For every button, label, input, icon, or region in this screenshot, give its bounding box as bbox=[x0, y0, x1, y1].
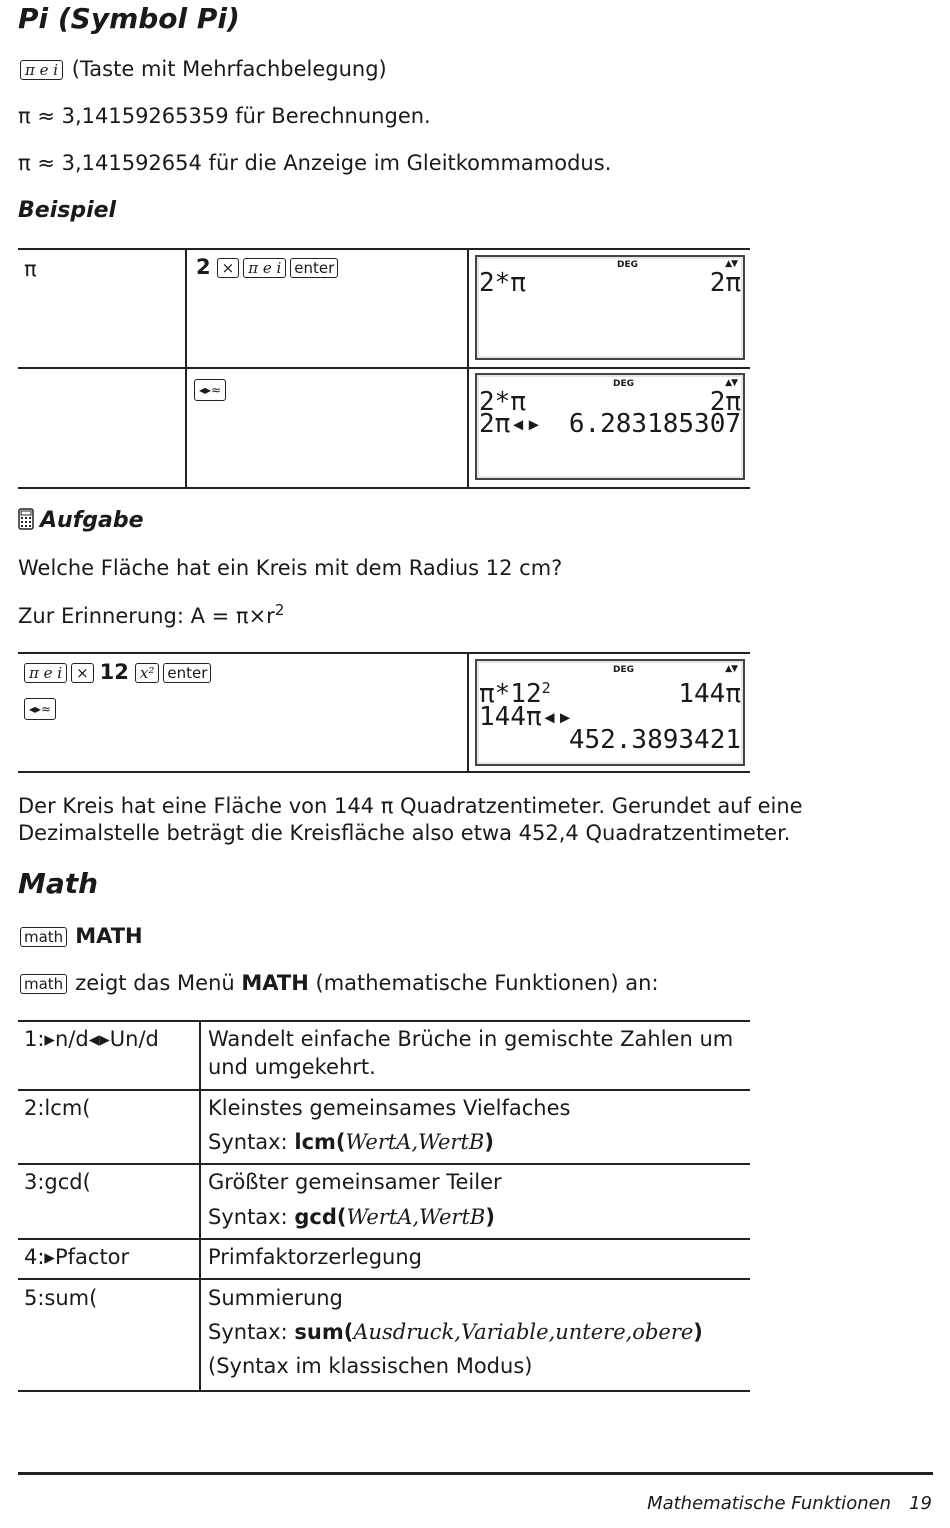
section-title-pi: Pi (Symbol Pi) bbox=[18, 2, 240, 35]
calculator-screen-2 bbox=[475, 373, 745, 480]
menu-item-1-desc: Wandelt einfache Brüche in gemischte Zahlen um bbox=[208, 1027, 734, 1051]
scroll-arrows-icon: ▲▼ bbox=[725, 664, 737, 674]
task-heading bbox=[18, 507, 830, 536]
reminder-exponent: 2 bbox=[274, 601, 285, 619]
task-label: Aufgabe bbox=[40, 508, 144, 533]
screen-line2-input: 2π◂▸ bbox=[479, 409, 542, 439]
scroll-arrows-icon: ▲▼ bbox=[725, 259, 737, 269]
enter-key-icon: enter bbox=[290, 258, 338, 278]
menu-item-2: 2:lcm( bbox=[24, 1096, 91, 1120]
menu-item-2-syntax: Syntax: lcm(WertA,WertB) bbox=[208, 1130, 494, 1154]
footer-chapter: Mathematische Funktionen bbox=[647, 1493, 892, 1514]
mode-indicator: DEG bbox=[617, 260, 639, 270]
key-2: 2 bbox=[196, 255, 211, 280]
math-menu-name: MATH bbox=[75, 924, 143, 948]
times-key-icon: × bbox=[217, 258, 240, 278]
page-footer bbox=[647, 1492, 932, 1515]
screen-result: 2π bbox=[709, 268, 741, 298]
reminder-text: Zur Erinnerung: A = π×r bbox=[18, 604, 275, 628]
menu-item-1-desc-cont: und umgekehrt. bbox=[208, 1055, 376, 1079]
mode-indicator: DEG bbox=[613, 665, 635, 675]
section-title-math: Math bbox=[18, 867, 99, 900]
task-reminder bbox=[18, 601, 830, 630]
footer-divider bbox=[18, 1472, 933, 1475]
convert-key-icon: ◂▸≈ bbox=[24, 698, 56, 720]
example-row1-keys bbox=[192, 254, 340, 282]
menu-item-3-syntax: Syntax: gcd(WertA,WertB) bbox=[208, 1205, 495, 1229]
menu-item-2-desc: Kleinstes gemeinsames Vielfaches bbox=[208, 1096, 571, 1120]
example-row2-keys bbox=[192, 376, 228, 403]
math-key-icon: math bbox=[20, 974, 67, 994]
page-number: 19 bbox=[909, 1493, 932, 1514]
calculator-screen-3 bbox=[475, 659, 745, 766]
scroll-arrows-icon: ▲▼ bbox=[725, 378, 737, 388]
conclusion-text: Der Kreis hat eine Fläche von 144 π Quadratzentimeter. Gerundet auf eine Dezimalstelle beträgt die Kreisfläche also etwa 452,4 Quadratzentimeter. bbox=[18, 794, 803, 846]
convert-key-icon: ◂▸≈ bbox=[194, 379, 226, 401]
screen-line1-input: 2*π bbox=[479, 387, 526, 417]
screen-line1-result: 144π bbox=[678, 679, 741, 709]
menu-item-5: 5:sum( bbox=[24, 1286, 98, 1310]
example-label: Beispiel bbox=[18, 198, 117, 223]
menu-item-3: 3:gcd( bbox=[24, 1170, 91, 1194]
screen-line1-input: $\pi*12^2$ bbox=[479, 679, 551, 709]
calculator-screen-1 bbox=[475, 255, 745, 360]
task-keys-line1 bbox=[22, 659, 213, 687]
math-description: math zeigt das Menü MATH (mathematische Funktionen) an: bbox=[18, 970, 830, 997]
screen-input: 2*π bbox=[479, 268, 526, 298]
pi-key-icon: π e i bbox=[20, 60, 63, 80]
menu-item-5-note: (Syntax im klassischen Modus) bbox=[208, 1354, 533, 1378]
pi-display-value: π ≈ 3,141592654 für die Anzeige im Gleitkommamodus. bbox=[18, 151, 612, 175]
task-question: Welche Fläche hat ein Kreis mit dem Radius 12 cm? bbox=[18, 556, 563, 580]
square-key-icon: x² bbox=[135, 663, 159, 683]
menu-item-5-desc: Summierung bbox=[208, 1286, 343, 1310]
menu-item-3-desc: Größter gemeinsamer Teiler bbox=[208, 1170, 502, 1194]
screen-line3-result: 452.3893421 bbox=[568, 725, 741, 755]
pi-key-icon: π e i bbox=[243, 258, 286, 278]
pi-calc-value: π ≈ 3,14159265359 für Berechnungen. bbox=[18, 104, 431, 128]
mode-indicator: DEG bbox=[613, 379, 635, 389]
screen-line2-input: 144π◂▸ bbox=[479, 702, 573, 732]
pi-key-description: (Taste mit Mehrfachbelegung) bbox=[71, 57, 387, 81]
menu-item-5-syntax: Syntax: sum(Ausdruck,Variable,untere,obere) bbox=[208, 1320, 703, 1344]
menu-item-1: 1:▸n/d◂▸Un/d bbox=[24, 1027, 159, 1051]
screen-line1-result: 2π bbox=[709, 387, 741, 417]
pi-key-icon: π e i bbox=[24, 663, 67, 683]
pi-key-line bbox=[18, 56, 830, 83]
math-key-line bbox=[18, 923, 830, 950]
menu-item-4: 4:▸Pfactor bbox=[24, 1245, 130, 1269]
calculator-icon bbox=[18, 508, 34, 530]
key-12: 12 bbox=[99, 660, 129, 685]
example-row1-expression: π bbox=[24, 257, 37, 281]
task-keys-line2 bbox=[22, 695, 58, 722]
times-key-icon: × bbox=[71, 663, 94, 683]
menu-item-4-desc: Primfaktorzerlegung bbox=[208, 1245, 422, 1269]
screen-line2-result: 6.283185307 bbox=[568, 409, 741, 439]
enter-key-icon: enter bbox=[163, 663, 211, 683]
math-key-icon: math bbox=[20, 927, 67, 947]
